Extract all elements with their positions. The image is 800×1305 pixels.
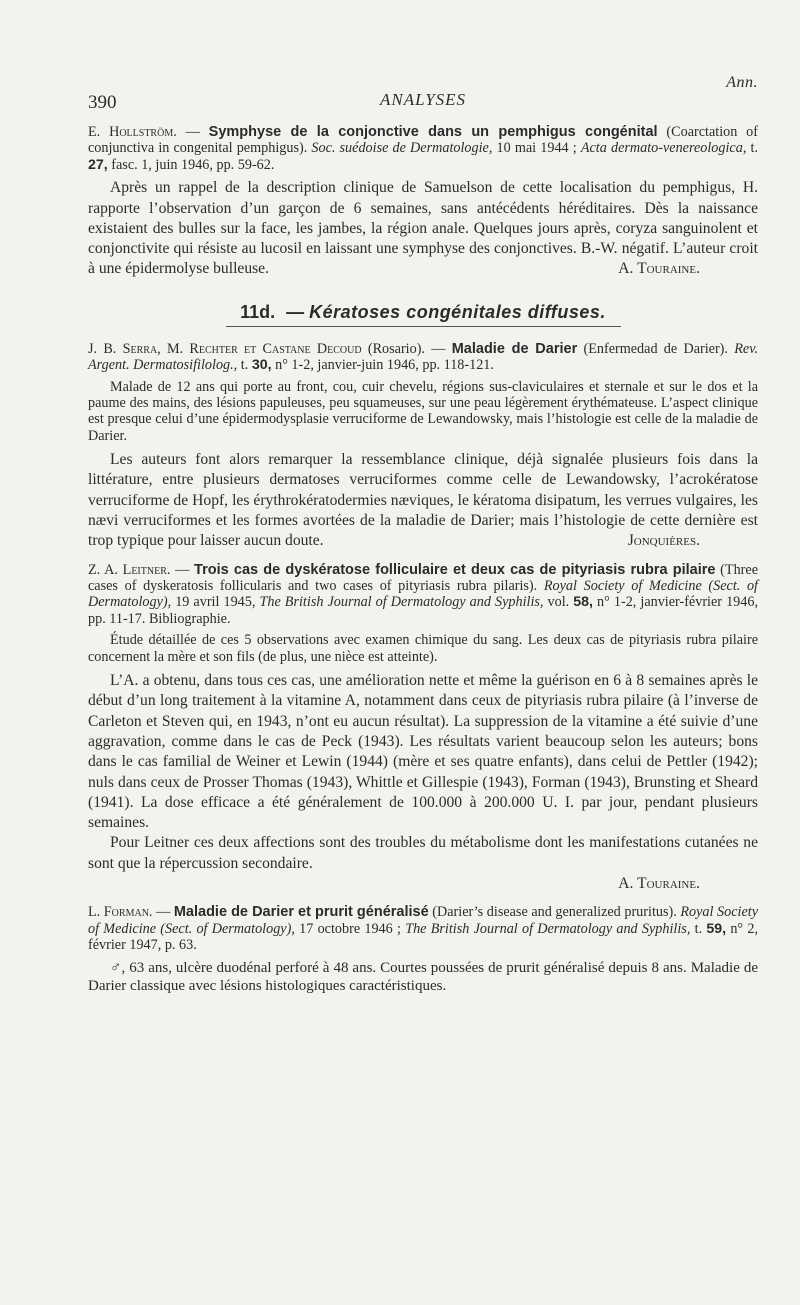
volume: 59, (706, 920, 727, 937)
citation-text: t. (746, 140, 758, 157)
spacer (88, 894, 758, 904)
abstract-paragraph: Malade de 12 ans qui porte au front, cou, cuir chevelu, régions sus-claviculaires et sternale et sur le dos et la paume des mains, des lésions papuleuses, peu squameuses, sur une peau légèrement érythémateuse. L’aspect clinique est presque celui d’une épidermodysplasie verruciforme de Lewandowsky, mais l’histologie est celle de la maladie de Darier. (88, 378, 758, 444)
abstract-paragraph (88, 178, 758, 279)
citation-text: (Darier’s disease and generalized pruritus). (428, 904, 681, 921)
citation-text: — (176, 124, 209, 140)
journal-name: Acta dermato-venereologica, (580, 140, 747, 157)
citation-text: t. (237, 357, 252, 374)
citation-text: — (170, 561, 195, 578)
abstract-text: Après un rappel de la description clinique de Samuelson de cette localisation du pemphigus, H. rapporte l’observation d’un garçon de 6 semaines, sans antécédents héréditaires. Dès la naissance existaient des bulles sur la face, les jambes, la région anale. Quelques jours après, coryza sanguinolent et conjonctivite qui résiste au lucosil en laissant une symphyse des conjonctives. B.-W. négatif. L’auteur croit à une épidermolyse bulleuse. (88, 179, 758, 278)
article-title: Symphyse de la conjonctive dans un pemphigus congénital (208, 124, 658, 140)
journal-name: Royal Society of Medicine (Sect. of Dermatology), (88, 904, 758, 937)
citation-text: 19 avril 1945, (171, 594, 260, 611)
citation (88, 124, 758, 173)
section-number: 11d. (240, 301, 276, 322)
author: Z. A. Leitner. (88, 561, 171, 578)
author: L. Forman. (88, 904, 153, 921)
journal-name: The British Journal of Dermatology and Syphilis, (259, 594, 544, 611)
article-title: Maladie de Darier (451, 340, 578, 357)
running-title: ANALYSES (379, 90, 467, 109)
journal-name: Rev. Argent. Dermatosifilolog., (88, 340, 758, 374)
abstract-entry (88, 124, 758, 280)
signature: A. Touraine. (618, 260, 700, 278)
page (88, 72, 758, 995)
section-rule (226, 326, 621, 327)
article-title: Maladie de Darier et prurit généralisé (173, 904, 429, 921)
signature: A. Touraine. (618, 875, 700, 893)
abstract-entry (88, 341, 758, 552)
running-header (88, 72, 758, 124)
section-title: Kératoses congénitales diffuses. (309, 301, 606, 322)
abstract-paragraph: ♂, 63 ans, ulcère duodénal perforé à 48 ans. Courtes poussées de prurit généralisé depuis 8 ans. Maladie de Darier classique avec lésions histologiques caractéristiques. (88, 959, 758, 994)
citation (88, 904, 758, 953)
citation-text: 10 mai 1944 ; (492, 140, 581, 157)
citation-text: fasc. 1, juin 1946, pp. 59-62. (107, 156, 275, 173)
volume: 27, (88, 156, 108, 173)
citation-text: t. (690, 920, 707, 937)
abstract-entry (88, 904, 758, 994)
abstract-paragraph: Pour Leitner ces deux affections sont des troubles du métabolisme dont les manifestations cutanées ne sont que la répercussion secondaire. (88, 834, 758, 872)
citation-text: n° 1-2, janvier-février 1946, pp. 11-17. Bibliographie. (88, 594, 758, 627)
journal-name: Royal Society of Medicine (Sect. of Dermatology), (88, 578, 759, 611)
abstract-entry (88, 562, 758, 895)
citation (88, 341, 758, 374)
volume: 30, (251, 357, 272, 374)
page-number: 390 (88, 92, 117, 113)
citation-text: (Coarctation of conjunctiva in congenital pemphigus). (88, 124, 759, 157)
section-dash: — (286, 301, 305, 322)
abstract-paragraph: L’A. a obtenu, dans tous ces cas, une amélioration nette et même la guérison en 6 à 8 semaines après le début d’un long traitement à la vitamine A, notamment dans ceux de pityriasis rubra pilaire (à l’inverse de Carleton et Steven qui, en 1943, n’ont eu aucun résultat). La suppression de la vitamine a été suivie d’une aggravation, comme dans le cas de Peck (1943). Les résultats varient beaucoup selon les auteurs; bons dans le cas familial de Weiner et Lewin (1944) (mère et ses quatre enfants), dans celui de Pettler (1942); nuls dans ceux de Prosser Thomas (1943), Whittle et Gillespie (1943), Forman (1943), Brunsting et Sheard (1941). La dose efficace a été généralement de 100.000 à 200.000 U. I. par jour, pendant plusieurs semaines. (88, 672, 758, 832)
author: E. Hollström. (88, 124, 177, 140)
author: J. B. Serra, M. Rechter et Castane Decoud (88, 340, 362, 357)
citation-text: (Rosario). — (361, 340, 452, 357)
signature: Jonquières. (627, 532, 700, 550)
spacer (88, 552, 758, 562)
article-title: Trois cas de dyskératose folliculaire et deux cas de pityriasis rubra pilaire (194, 561, 716, 578)
abstract-paragraph (88, 450, 758, 551)
running-header-right: Ann. (726, 74, 758, 91)
signature-line (88, 874, 758, 894)
citation-text: — (152, 904, 174, 921)
citation-text: n° 2, février 1947, p. 63. (88, 920, 758, 954)
citation-text: (Three cases of dyskeratosis follicularis and two cases of pityriasis rubra pilaris). (88, 561, 758, 595)
section-heading (88, 302, 758, 327)
volume: 58, (573, 594, 593, 611)
abstract-text: Les auteurs font alors remarquer la ressemblance clinique, déjà signalée plusieurs fois dans la littérature, entre plusieurs dermatoses verruciformes comme celle de Lewandowsky, l’acrokératose verruciforme de Hopf, les érythrokératodermies næviques, le kératoma disipatum, les verrues vulgaires, les nævi verruciformes et les formes avortées de la maladie de Darier; mais l’histologie de cette dernière est trop typique pour laisser aucun doute. (88, 451, 758, 550)
citation-text: vol. (543, 594, 574, 611)
abstract-paragraph: Étude détaillée de ces 5 observations avec examen chimique du sang. Les deux cas de pityriasis rubra pilaire concernent la mère et son fils (de plus, une nièce est atteinte). (88, 632, 758, 665)
citation-text: 17 octobre 1946 ; (294, 920, 406, 937)
citation (88, 562, 758, 628)
journal-name: The British Journal of Dermatology and Syphilis, (405, 920, 691, 937)
journal-name: Soc. suédoise de Dermatologie, (311, 140, 493, 157)
citation-text: n° 1-2, janvier-juin 1946, pp. 118-121. (271, 357, 494, 374)
citation-text: (Enfermedad de Darier). (577, 340, 735, 357)
